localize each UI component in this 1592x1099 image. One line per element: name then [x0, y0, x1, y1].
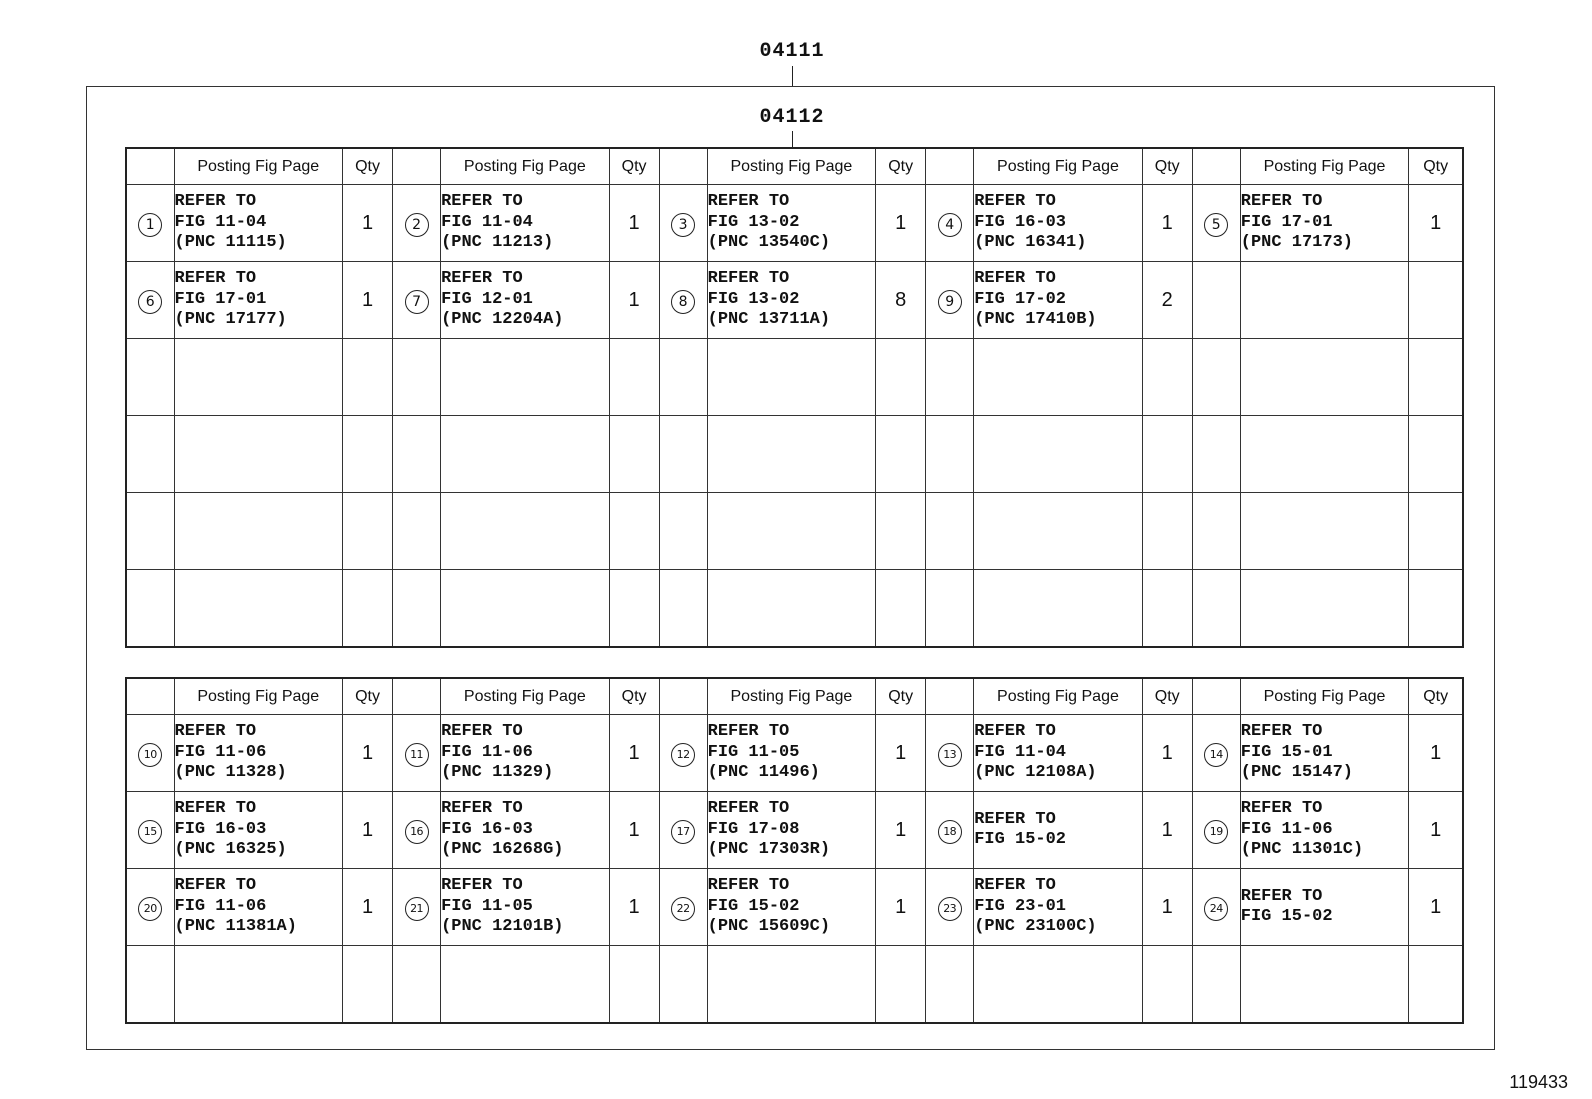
assembly-label-04112: 04112	[759, 106, 825, 129]
quantity-cell: 1	[609, 715, 659, 792]
header-qty: Qty	[609, 678, 659, 715]
header-qty: Qty	[1409, 148, 1463, 185]
empty-cell	[974, 946, 1143, 1024]
callout-number: 13	[938, 743, 962, 767]
header-row	[126, 678, 1463, 715]
header-posting: Posting Fig Page	[707, 148, 876, 185]
callout-number-cell	[393, 185, 441, 262]
quantity-cell: 1	[876, 869, 926, 946]
empty-cell	[393, 493, 441, 570]
empty-cell	[876, 416, 926, 493]
empty-cell	[707, 946, 876, 1024]
reference-pnc-text: (PNC 17410B)	[974, 310, 1097, 330]
reference-refer-text: REFER TO	[707, 799, 790, 819]
empty-cell	[126, 339, 174, 416]
callout-number-cell	[393, 715, 441, 792]
callout-number-cell	[393, 262, 441, 339]
callout-number-cell	[926, 262, 974, 339]
reference-refer-text: REFER TO	[707, 192, 790, 212]
header-qty: Qty	[876, 148, 926, 185]
header-index-cell	[1192, 678, 1240, 715]
posting-reference-cell	[974, 185, 1143, 262]
header-index-cell	[926, 678, 974, 715]
reference-fig-text: FIG 11-06	[174, 896, 267, 916]
header-index-cell	[659, 148, 707, 185]
table-row	[126, 185, 1463, 262]
reference-fig-text: FIG 11-04	[441, 212, 533, 232]
empty-table-row	[126, 946, 1463, 1024]
empty-cell	[926, 493, 974, 570]
empty-table-row	[126, 493, 1463, 570]
reference-refer-text: REFER TO	[174, 269, 257, 289]
empty-cell	[1240, 416, 1409, 493]
header-row	[126, 148, 1463, 185]
empty-cell	[1192, 946, 1240, 1024]
reference-pnc-text: (PNC 16341)	[974, 233, 1087, 253]
empty-cell	[1192, 416, 1240, 493]
reference-pnc-text: (PNC 11328)	[174, 763, 287, 783]
header-posting: Posting Fig Page	[174, 678, 343, 715]
reference-refer-text: REFER TO	[1240, 722, 1323, 742]
callout-number: 6	[138, 290, 162, 314]
empty-cell	[174, 493, 343, 570]
callout-number: 1	[138, 213, 162, 237]
reference-pnc-text: (PNC 11381A)	[174, 917, 297, 937]
reference-fig-text: FIG 15-02	[1240, 907, 1333, 926]
posting-reference-cell	[974, 792, 1143, 869]
reference-fig-text: FIG 15-01	[1240, 742, 1333, 762]
reference-pnc-text: (PNC 12101B)	[441, 917, 564, 937]
reference-pnc-text: (PNC 23100C)	[974, 917, 1097, 937]
reference-fig-text: FIG 11-05	[441, 896, 533, 916]
quantity-cell: 1	[1142, 185, 1192, 262]
leader-line-outer	[792, 66, 793, 86]
reference-pnc-text: (PNC 17173)	[1240, 233, 1353, 253]
reference-fig-text: FIG 13-02	[707, 289, 800, 309]
posting-reference-cell	[174, 715, 343, 792]
empty-cell	[441, 339, 610, 416]
reference-pnc-text: (PNC 11213)	[441, 233, 554, 253]
empty-cell	[974, 339, 1143, 416]
empty-cell	[441, 946, 610, 1024]
reference-refer-text: REFER TO	[441, 722, 523, 742]
reference-fig-text: FIG 11-04	[974, 742, 1067, 762]
reference-table-lower	[125, 677, 1464, 1024]
reference-refer-text: REFER TO	[1240, 886, 1323, 906]
empty-cell	[1409, 493, 1463, 570]
callout-number: 17	[671, 820, 695, 844]
quantity-cell: 1	[343, 869, 393, 946]
header-qty: Qty	[609, 148, 659, 185]
empty-cell	[707, 570, 876, 648]
quantity-cell: 1	[876, 185, 926, 262]
empty-cell	[126, 946, 174, 1024]
empty-cell	[707, 339, 876, 416]
posting-reference-cell	[174, 869, 343, 946]
reference-fig-text: FIG 11-04	[174, 212, 267, 232]
posting-reference-cell	[707, 262, 876, 339]
reference-pnc-text: (PNC 17177)	[174, 310, 287, 330]
empty-cell	[1240, 493, 1409, 570]
empty-cell	[926, 570, 974, 648]
reference-refer-text: REFER TO	[974, 722, 1056, 742]
reference-fig-text: FIG 17-08	[707, 819, 800, 839]
callout-number-cell	[126, 262, 174, 339]
reference-fig-text: FIG 15-02	[974, 830, 1067, 849]
empty-cell	[1240, 339, 1409, 416]
quantity-cell: 1	[1142, 792, 1192, 869]
empty-cell	[1240, 946, 1409, 1024]
posting-reference-cell	[974, 715, 1143, 792]
quantity-cell: 1	[1142, 869, 1192, 946]
header-qty: Qty	[343, 148, 393, 185]
header-qty: Qty	[1142, 678, 1192, 715]
table-row	[126, 715, 1463, 792]
callout-number: 4	[938, 213, 962, 237]
reference-fig-text: FIG 17-01	[174, 289, 267, 309]
reference-pnc-text: (PNC 12204A)	[441, 310, 564, 330]
empty-cell	[609, 570, 659, 648]
empty-cell	[343, 946, 393, 1024]
callout-number: 9	[938, 290, 962, 314]
empty-cell	[876, 570, 926, 648]
reference-fig-text: FIG 12-01	[441, 289, 533, 309]
callout-number: 8	[671, 290, 695, 314]
callout-number-cell	[126, 792, 174, 869]
header-posting: Posting Fig Page	[174, 148, 343, 185]
quantity-cell: 2	[1142, 262, 1192, 339]
callout-number-cell	[926, 792, 974, 869]
reference-fig-text: FIG 23-01	[974, 896, 1067, 916]
posting-reference-cell	[441, 792, 610, 869]
callout-number: 19	[1204, 820, 1228, 844]
empty-cell	[1142, 416, 1192, 493]
reference-fig-text: FIG 17-01	[1240, 212, 1333, 232]
reference-refer-text: REFER TO	[707, 722, 790, 742]
callout-number-cell	[926, 869, 974, 946]
empty-cell	[926, 946, 974, 1024]
posting-reference-cell	[974, 262, 1143, 339]
callout-number: 16	[405, 820, 429, 844]
header-qty: Qty	[876, 678, 926, 715]
callout-number: 14	[1204, 743, 1228, 767]
empty-cell	[126, 493, 174, 570]
posting-reference-cell	[707, 869, 876, 946]
quantity-cell: 1	[343, 185, 393, 262]
reference-fig-text: FIG 11-06	[1240, 819, 1333, 839]
reference-pnc-text: (PNC 11329)	[441, 763, 554, 783]
posting-reference-cell	[441, 262, 610, 339]
header-index-cell	[126, 678, 174, 715]
header-qty: Qty	[1409, 678, 1463, 715]
quantity-cell: 1	[609, 262, 659, 339]
empty-cell	[1142, 946, 1192, 1024]
callout-number-cell	[1192, 792, 1240, 869]
callout-number: 3	[671, 213, 695, 237]
callout-number: 10	[138, 743, 162, 767]
empty-cell	[393, 946, 441, 1024]
reference-fig-text: FIG 16-03	[174, 819, 267, 839]
quantity-cell	[1409, 262, 1463, 339]
callout-number: 23	[938, 897, 962, 921]
empty-cell	[393, 416, 441, 493]
reference-pnc-text: (PNC 13711A)	[707, 310, 831, 330]
quantity-cell: 1	[609, 792, 659, 869]
empty-cell	[1142, 493, 1192, 570]
empty-cell	[609, 493, 659, 570]
posting-reference-cell	[707, 792, 876, 869]
reference-pnc-text: (PNC 15147)	[1240, 763, 1353, 783]
empty-cell	[609, 416, 659, 493]
callout-number-cell	[1192, 262, 1240, 339]
empty-cell	[441, 493, 610, 570]
callout-number-cell	[1192, 715, 1240, 792]
empty-cell	[126, 416, 174, 493]
header-posting: Posting Fig Page	[441, 678, 610, 715]
reference-refer-text: REFER TO	[1240, 799, 1323, 819]
posting-reference-cell	[174, 262, 343, 339]
table-row	[126, 869, 1463, 946]
reference-refer-text: REFER TO	[974, 192, 1056, 212]
empty-cell	[974, 493, 1143, 570]
posting-reference-cell	[174, 792, 343, 869]
posting-reference-cell	[1240, 185, 1409, 262]
empty-cell	[609, 946, 659, 1024]
posting-reference-cell	[1240, 869, 1409, 946]
empty-cell	[876, 493, 926, 570]
empty-cell	[974, 570, 1143, 648]
reference-refer-text: REFER TO	[174, 799, 257, 819]
posting-reference-cell	[174, 185, 343, 262]
header-posting: Posting Fig Page	[441, 148, 610, 185]
callout-number: 24	[1204, 897, 1228, 921]
quantity-cell: 1	[1142, 715, 1192, 792]
reference-refer-text: REFER TO	[174, 722, 257, 742]
callout-number: 5	[1204, 213, 1228, 237]
reference-refer-text: REFER TO	[974, 809, 1056, 829]
callout-number: 7	[405, 290, 429, 314]
empty-table-row	[126, 339, 1463, 416]
reference-refer-text: REFER TO	[174, 876, 257, 896]
quantity-cell: 1	[876, 715, 926, 792]
quantity-cell: 1	[876, 792, 926, 869]
posting-reference-cell	[441, 185, 610, 262]
reference-fig-text: FIG 16-03	[974, 212, 1067, 232]
reference-refer-text: REFER TO	[1240, 192, 1323, 212]
empty-cell	[1142, 339, 1192, 416]
quantity-cell: 1	[1409, 185, 1463, 262]
empty-cell	[659, 416, 707, 493]
empty-cell	[174, 570, 343, 648]
callout-number-cell	[659, 715, 707, 792]
header-index-cell	[393, 148, 441, 185]
empty-cell	[126, 570, 174, 648]
reference-fig-text: FIG 15-02	[707, 896, 800, 916]
empty-cell	[876, 339, 926, 416]
posting-reference-cell	[1240, 715, 1409, 792]
table-row	[126, 262, 1463, 339]
posting-reference-cell	[441, 715, 610, 792]
empty-table-row	[126, 570, 1463, 648]
empty-cell	[1192, 493, 1240, 570]
empty-cell	[926, 339, 974, 416]
empty-cell	[343, 570, 393, 648]
callout-number-cell	[926, 715, 974, 792]
header-posting: Posting Fig Page	[974, 148, 1143, 185]
empty-cell	[393, 339, 441, 416]
reference-pnc-text: (PNC 17303R)	[707, 840, 831, 860]
reference-fig-text: FIG 17-02	[974, 289, 1067, 309]
callout-number: 22	[671, 897, 695, 921]
leader-line-inner	[792, 131, 793, 147]
quantity-cell: 1	[1409, 869, 1463, 946]
empty-cell	[876, 946, 926, 1024]
reference-refer-text: REFER TO	[707, 269, 790, 289]
reference-table-upper	[125, 147, 1464, 648]
empty-cell	[174, 416, 343, 493]
reference-pnc-text: (PNC 12108A)	[974, 763, 1097, 783]
header-posting: Posting Fig Page	[974, 678, 1143, 715]
posting-reference-cell	[441, 869, 610, 946]
callout-number-cell	[126, 185, 174, 262]
empty-cell	[707, 416, 876, 493]
reference-refer-text: REFER TO	[707, 876, 790, 896]
quantity-cell: 1	[343, 792, 393, 869]
empty-cell	[659, 570, 707, 648]
empty-cell	[659, 339, 707, 416]
callout-number-cell	[659, 262, 707, 339]
reference-refer-text: REFER TO	[974, 876, 1056, 896]
empty-cell	[1409, 339, 1463, 416]
header-qty: Qty	[343, 678, 393, 715]
quantity-cell: 1	[609, 869, 659, 946]
quantity-cell: 1	[609, 185, 659, 262]
header-posting: Posting Fig Page	[707, 678, 876, 715]
empty-cell	[1142, 570, 1192, 648]
reference-fig-text: FIG 16-03	[441, 819, 533, 839]
callout-number-cell	[393, 869, 441, 946]
callout-number-cell	[659, 792, 707, 869]
empty-cell	[1192, 570, 1240, 648]
reference-pnc-text: (PNC 11496)	[707, 763, 820, 783]
quantity-cell: 1	[1409, 715, 1463, 792]
empty-cell	[393, 570, 441, 648]
reference-fig-text: FIG 11-06	[174, 742, 267, 762]
header-posting: Posting Fig Page	[1240, 678, 1409, 715]
posting-reference-cell	[1240, 792, 1409, 869]
callout-number-cell	[926, 185, 974, 262]
empty-cell	[1409, 416, 1463, 493]
reference-pnc-text: (PNC 13540C)	[707, 233, 831, 253]
callout-number-cell	[1192, 185, 1240, 262]
empty-cell	[174, 946, 343, 1024]
callout-number-cell	[126, 869, 174, 946]
reference-fig-text: FIG 11-06	[441, 742, 533, 762]
quantity-cell: 1	[343, 715, 393, 792]
table-row	[126, 792, 1463, 869]
reference-refer-text: REFER TO	[974, 269, 1056, 289]
image-id-number: 119433	[1509, 1072, 1568, 1092]
header-index-cell	[1192, 148, 1240, 185]
header-index-cell	[926, 148, 974, 185]
empty-cell	[1240, 570, 1409, 648]
empty-cell	[343, 416, 393, 493]
empty-table-row	[126, 416, 1463, 493]
reference-pnc-text: (PNC 11115)	[174, 233, 287, 253]
header-index-cell	[659, 678, 707, 715]
header-posting: Posting Fig Page	[1240, 148, 1409, 185]
reference-refer-text: REFER TO	[174, 192, 257, 212]
empty-cell	[926, 416, 974, 493]
empty-cell	[343, 493, 393, 570]
reference-refer-text: REFER TO	[441, 876, 523, 896]
posting-reference-cell	[707, 715, 876, 792]
reference-pnc-text: (PNC 16268G)	[441, 840, 564, 860]
posting-reference-cell	[707, 185, 876, 262]
empty-cell	[974, 416, 1143, 493]
reference-refer-text: REFER TO	[441, 799, 523, 819]
header-index-cell	[126, 148, 174, 185]
reference-pnc-text: (PNC 11301C)	[1240, 840, 1364, 860]
posting-reference-cell	[1240, 262, 1409, 339]
empty-cell	[441, 416, 610, 493]
empty-cell	[659, 946, 707, 1024]
empty-cell	[441, 570, 610, 648]
empty-cell	[707, 493, 876, 570]
callout-number-cell	[659, 185, 707, 262]
callout-number: 21	[405, 897, 429, 921]
reference-fig-text: FIG 11-05	[707, 742, 800, 762]
empty-cell	[1409, 570, 1463, 648]
reference-refer-text: REFER TO	[441, 269, 523, 289]
callout-number: 18	[938, 820, 962, 844]
empty-cell	[609, 339, 659, 416]
callout-number-cell	[393, 792, 441, 869]
empty-cell	[659, 493, 707, 570]
callout-number: 12	[671, 743, 695, 767]
quantity-cell: 1	[343, 262, 393, 339]
reference-refer-text: REFER TO	[441, 192, 523, 212]
callout-number-cell	[126, 715, 174, 792]
quantity-cell: 1	[1409, 792, 1463, 869]
header-index-cell	[393, 678, 441, 715]
reference-pnc-text: (PNC 16325)	[174, 840, 287, 860]
callout-number-cell	[1192, 869, 1240, 946]
empty-cell	[1192, 339, 1240, 416]
callout-number-cell	[659, 869, 707, 946]
reference-pnc-text: (PNC 15609C)	[707, 917, 831, 937]
reference-fig-text: FIG 13-02	[707, 212, 800, 232]
quantity-cell: 8	[876, 262, 926, 339]
posting-reference-cell	[974, 869, 1143, 946]
empty-cell	[343, 339, 393, 416]
callout-number: 20	[138, 897, 162, 921]
header-qty: Qty	[1142, 148, 1192, 185]
empty-cell	[174, 339, 343, 416]
callout-number: 15	[138, 820, 162, 844]
empty-cell	[1409, 946, 1463, 1024]
callout-number: 2	[405, 213, 429, 237]
callout-number: 11	[405, 743, 429, 767]
assembly-label-04111: 04111	[759, 40, 825, 63]
